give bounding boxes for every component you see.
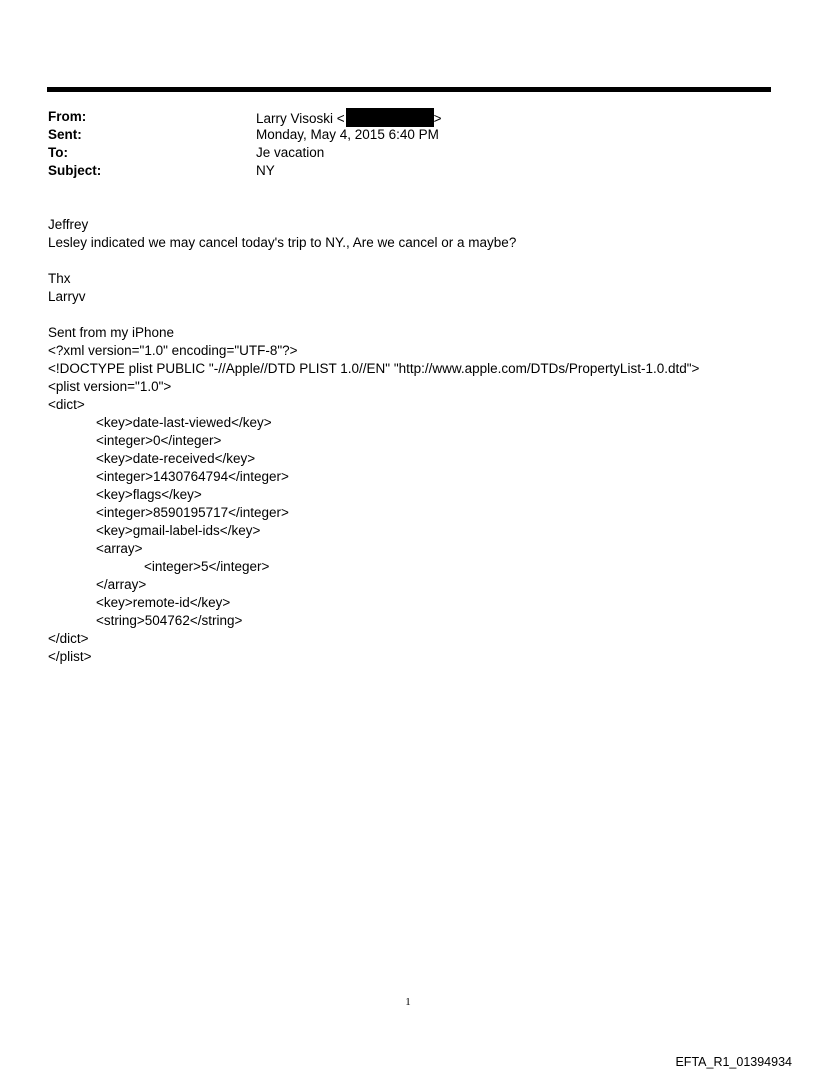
plist-line: </dict> bbox=[48, 631, 89, 646]
plist-line: <string>504762</string> bbox=[96, 613, 243, 628]
plist-line: </array> bbox=[96, 577, 147, 592]
plist-line: <?xml version="1.0" encoding="UTF-8"?> bbox=[48, 343, 298, 358]
message-text: Lesley indicated we may cancel today's trip to NY., Are we cancel or a maybe? bbox=[48, 235, 517, 250]
sent-row bbox=[48, 126, 748, 144]
to-label: To: bbox=[48, 145, 68, 160]
plist-line: <integer>5</integer> bbox=[144, 559, 270, 574]
sent-label: Sent: bbox=[48, 127, 82, 142]
plist-line: <key>flags</key> bbox=[96, 487, 202, 502]
plist-line: <key>date-last-viewed</key> bbox=[96, 415, 272, 430]
sent-from-line: Sent from my iPhone bbox=[48, 325, 175, 340]
plist-line: <plist version="1.0"> bbox=[48, 379, 172, 394]
plist-line: <integer>0</integer> bbox=[96, 433, 222, 448]
from-name: Larry Visoski < bbox=[256, 111, 345, 126]
signature: Larryv bbox=[48, 289, 86, 304]
email-header bbox=[48, 108, 748, 180]
email-body bbox=[48, 216, 788, 666]
to-value: Je vacation bbox=[256, 145, 325, 160]
redacted-email-block bbox=[346, 108, 434, 127]
from-close-bracket: > bbox=[433, 111, 442, 126]
plist-line: <key>date-received</key> bbox=[96, 451, 256, 466]
plist-line: <key>remote-id</key> bbox=[96, 595, 231, 610]
plist-line: <key>gmail-label-ids</key> bbox=[96, 523, 261, 538]
blank-line bbox=[48, 306, 788, 324]
page-number: 1 bbox=[405, 996, 411, 1008]
subject-label: Subject: bbox=[48, 163, 102, 178]
plist-line: <integer>1430764794</integer> bbox=[96, 469, 289, 484]
plist-line: <array> bbox=[96, 541, 143, 556]
plist-line: <dict> bbox=[48, 397, 85, 412]
from-value bbox=[256, 108, 748, 126]
greeting: Jeffrey bbox=[48, 217, 89, 232]
subject-value: NY bbox=[256, 163, 275, 178]
thanks-text: Thx bbox=[48, 271, 71, 286]
to-row bbox=[48, 144, 748, 162]
plist-line: <integer>8590195717</integer> bbox=[96, 505, 289, 520]
header-divider bbox=[47, 87, 771, 92]
sent-value: Monday, May 4, 2015 6:40 PM bbox=[256, 127, 439, 142]
from-label: From: bbox=[48, 109, 87, 124]
plist-line: <!DOCTYPE plist PUBLIC "-//Apple//DTD PLIST 1.0//EN" "http://www.apple.com/DTDs/PropertyList-1.0.dtd"> bbox=[48, 361, 700, 376]
from-row bbox=[48, 108, 748, 126]
blank-line bbox=[48, 252, 788, 270]
subject-row bbox=[48, 162, 748, 180]
plist-line: </plist> bbox=[48, 649, 92, 664]
document-id: EFTA_R1_01394934 bbox=[675, 1055, 792, 1069]
